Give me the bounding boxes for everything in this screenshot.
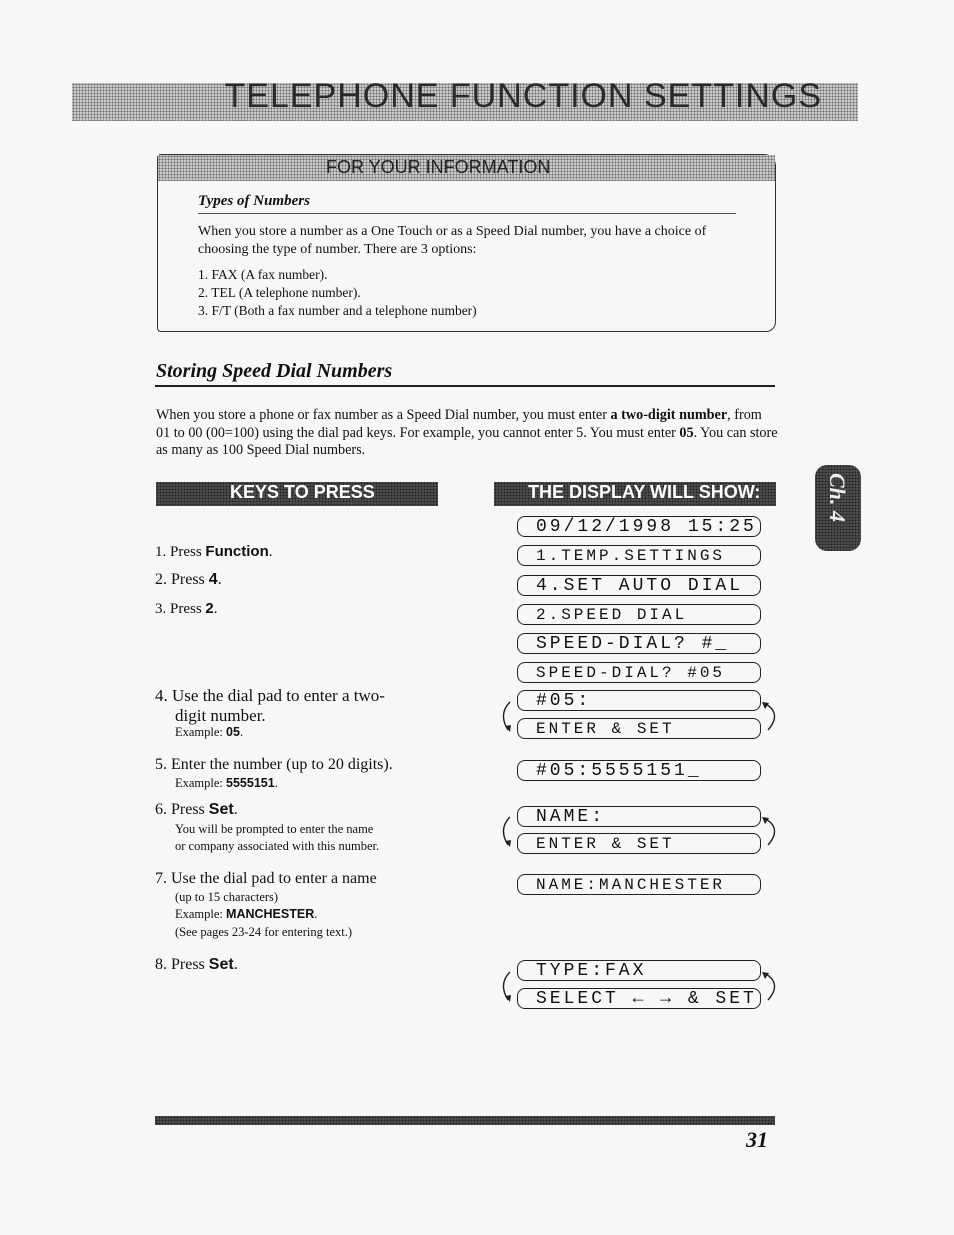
section-title: Storing Speed Dial Numbers [156,360,393,382]
header-band [72,83,858,121]
step-8-text: 8. Press [155,956,209,973]
page-header-title: TELEPHONE FUNCTION SETTINGS [224,83,822,115]
keys-to-press-label: KEYS TO PRESS [230,482,375,502]
alternate-arrow-icon [496,970,518,1006]
step-6-note-1: You will be prompted to enter the name [175,822,374,836]
step-5-example-value: 5555151 [226,776,275,790]
lcd-speed-dial-prompt: SPEED-DIAL? #_ [517,633,761,654]
step-1 [155,543,273,561]
lcd-date-time: 09/12/1998 15:25 [517,516,761,537]
step-8 [155,956,238,974]
intro-bold-1: a two-digit number [610,407,728,423]
step-1-key: Function [205,543,269,560]
step-1-text: 1. Press [155,544,206,560]
lcd-enter-set-1: ENTER & SET [517,718,761,739]
page-number: 31 [746,1127,768,1152]
lcd-type-fax: TYPE:FAX [517,960,761,981]
lcd-name-manchester: NAME:MANCHESTER [517,874,761,895]
step-2-text: 2. Press [155,571,209,588]
section-intro [156,407,778,460]
info-option-ft: 3. F/T (Both a fax number and a telephone number) [198,303,477,318]
display-will-show-label: THE DISPLAY WILL SHOW: [528,482,761,502]
step-4-example-value: 05 [226,725,240,739]
step-7-example [175,907,317,922]
step-3-key: 2 [205,600,214,617]
intro-text-2: , from 01 to 00 (00=100) using the dial pad keys. For example, you cannot enter 5. You must enter [156,407,762,441]
step-4-example-end: . [239,725,244,739]
footer-band [155,1116,775,1125]
step-6-end: . [233,801,238,818]
step-4-example-label: Example: [175,725,227,739]
step-2 [155,571,222,589]
intro-text-1: When you store a phone or fax number as a Speed Dial number, you must enter [156,407,611,423]
step-7-note-2: (See pages 23-24 for entering text.) [175,925,353,939]
lcd-speed-dial-05: SPEED-DIAL? #05 [517,662,761,683]
info-box-title: FOR YOUR INFORMATION [326,157,551,177]
info-box [157,154,776,332]
step-5-example-label: Example: [175,776,227,790]
info-paragraph: When you store a number as a One Touch or as a Speed Dial number, you have a choice of choosing the type of number. There are 3 options: [198,224,707,257]
alternate-arrow-icon [760,970,784,1006]
info-subtitle: Types of Numbers [198,193,310,209]
step-3-end: . [213,601,218,617]
step-3-text: 3. Press [155,601,206,617]
lcd-number-entry: #05:5555151_ [517,760,761,781]
step-7-example-value: MANCHESTER [226,907,315,921]
step-2-end: . [217,571,222,588]
info-option-fax: 1. FAX (A fax number). [198,267,328,282]
intro-bold-2: 05 [679,424,694,441]
step-4-line1: 4. Use the dial pad to enter a two- [155,686,385,705]
lcd-temp-settings: 1.TEMP.SETTINGS [517,545,761,566]
lcd-speed-dial: 2.SPEED DIAL [517,604,761,625]
info-divider [198,213,736,214]
step-7-example-label: Example: [175,907,227,921]
step-8-end: . [233,956,238,973]
step-2-key: 4 [208,571,218,588]
chapter-tab [815,465,861,551]
alternate-arrow-icon [496,815,518,851]
step-6-key: Set [208,801,234,818]
step-5: 5. Enter the number (up to 20 digits). [155,756,393,773]
step-4-example [175,725,243,740]
alternate-arrow-icon [760,815,784,851]
step-7-example-end: . [314,907,318,921]
step-5-example-end: . [274,776,278,790]
lcd-05-entry: #05: [517,690,761,711]
lcd-set-auto-dial: 4.SET AUTO DIAL [517,575,761,596]
step-6 [155,801,238,819]
step-7-note-1: (up to 15 characters) [175,890,279,904]
lcd-name-prompt: NAME: [517,806,761,827]
step-1-end: . [268,544,273,560]
info-option-tel: 2. TEL (A telephone number). [198,285,361,300]
step-3 [155,600,218,618]
step-7: 7. Use the dial pad to enter a name [155,870,377,887]
step-6-text: 6. Press [155,801,209,818]
chapter-tab-label: Ch. 4 [825,473,850,522]
info-box-header [158,155,775,181]
lcd-select-set: SELECT ← → & SET [517,988,761,1009]
section-divider [155,385,775,387]
step-5-example [175,776,278,791]
step-6-note-2: or company associated with this number. [175,839,380,853]
step-4-line2: digit number. [175,706,266,725]
intro-text-3: . You can store as many as 100 Speed Dial numbers. [156,424,778,458]
keys-to-press-header [156,482,438,506]
display-will-show-header [494,482,776,506]
lcd-enter-set-2: ENTER & SET [517,833,761,854]
alternate-arrow-icon [760,700,784,736]
step-8-key: Set [208,956,234,973]
alternate-arrow-icon [496,700,518,736]
